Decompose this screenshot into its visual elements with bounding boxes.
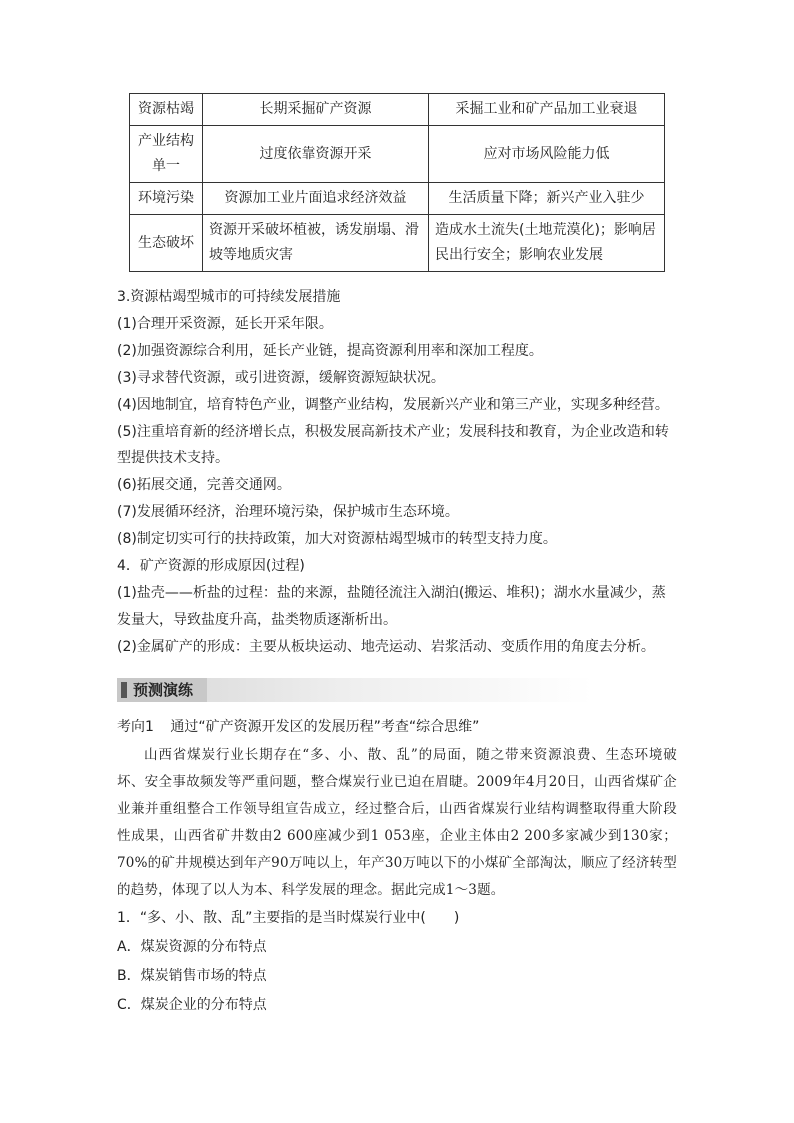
practice-banner [117,678,677,702]
list-item: (2)金属矿产的形成：主要从板块运动、地壳运动、岩浆活动、变质作用的角度去分析。 [117,638,655,655]
reading-passage [117,742,677,904]
list-item: (2)加强资源综合利用，延长产业链，提高资源利用率和深加工程度。 [117,342,543,359]
section-heading: 3.资源枯竭型城市的可持续发展措施 [117,289,341,305]
banner-label: 预测演练 [133,681,194,699]
question-1 [117,904,677,1020]
table-cell: 环境污染 [130,183,203,215]
measures-section [117,284,677,661]
list-item: (8)制定切实可行的扶持政策，加大对资源枯竭型城市的转型支持力度。 [117,531,557,548]
table-row [130,126,665,183]
question-group-title: 通过“矿产资源开发区的发展历程”考查“综合思维” [170,719,480,735]
answer-option-a[interactable]: A．煤炭资源的分布特点 [117,939,267,955]
table-row [130,215,665,272]
list-item: (6)拓展交通，完善交通网。 [117,477,291,494]
banner-mark-icon [121,682,127,698]
list-item: (5)注重培育新的经济增长点，积极发展高新技术产业；发展科技和教育，为企业改造和转型提供技术支持。 [117,423,669,467]
table-row [130,94,665,126]
table-cell: 产业结构单一 [130,126,203,183]
table-cell: 过度依靠资源开采 [203,126,429,183]
question-stem: 1．“多、小、散、乱”主要指的是当时煤炭行业中( ) [117,910,460,926]
list-item: (7)发展循环经济，治理环境污染，保护城市生态环境。 [117,504,459,521]
table-cell: 生活质量下降；新兴产业入驻少 [429,183,665,215]
question-group-code: 考向1 [117,719,154,735]
table-cell: 资源枯竭 [130,94,203,126]
table-cell: 资源加工业片面追求经济效益 [203,183,429,215]
table-cell: 应对市场风险能力低 [429,126,665,183]
table-cell: 长期采掘矿产资源 [203,94,429,126]
table-cell: 采掘工业和矿产品加工业衰退 [429,94,665,126]
passage-text: 山西省煤炭行业长期存在“多、小、散、乱”的局面，随之带来资源浪费、生态环境破坏、安全事故频发等严重问题，整合煤炭行业已迫在眉睫。2009年4月20日，山西省煤矿企业兼并重组整合工作领导组宣告成立，经过整合后，山西省煤炭行业结构调整取得重大阶段性成果，山西省矿井数由2 600座减少到1 053座，企业主体由2 200多家减少到130家；70%的矿井规模达到年产90万吨以上，年产30万吨以下的小煤矿全部淘汰，顺应了经济转型的趋势，体现了以人为本、科学发展的理念。据此完成1～3题。 [117,747,678,898]
table-cell: 造成水土流失(土地荒漠化)；影响居民出行安全；影响农业发展 [429,215,665,272]
list-item: (4)因地制宜，培育特色产业，调整产业结构，发展新兴产业和第三产业，实现多种经营。 [117,396,669,413]
table-cell: 资源开采破坏植被，诱发崩塌、滑坡等地质灾害 [203,215,429,272]
answer-option-c[interactable]: C．煤炭企业的分布特点 [117,997,267,1013]
question-group-heading [117,716,479,736]
list-item: (3)寻求替代资源，或引进资源，缓解资源短缺状况。 [117,369,445,386]
list-item: (1)合理开采资源，延长开采年限。 [117,315,333,332]
answer-option-b[interactable]: B．煤炭销售市场的特点 [117,968,267,984]
section-heading: 4．矿产资源的形成原因(过程) [117,558,305,575]
resource-city-problems-table [129,93,665,272]
banner-tag [117,678,207,702]
list-item: (1)盐壳——析盐的过程：盐的来源，盐随径流注入湖泊(搬运、堆积)；湖水水量减少，蒸发量大，导致盐度升高，盐类物质逐渐析出。 [117,584,666,628]
table-row [130,183,665,215]
table-cell: 生态破坏 [130,215,203,272]
